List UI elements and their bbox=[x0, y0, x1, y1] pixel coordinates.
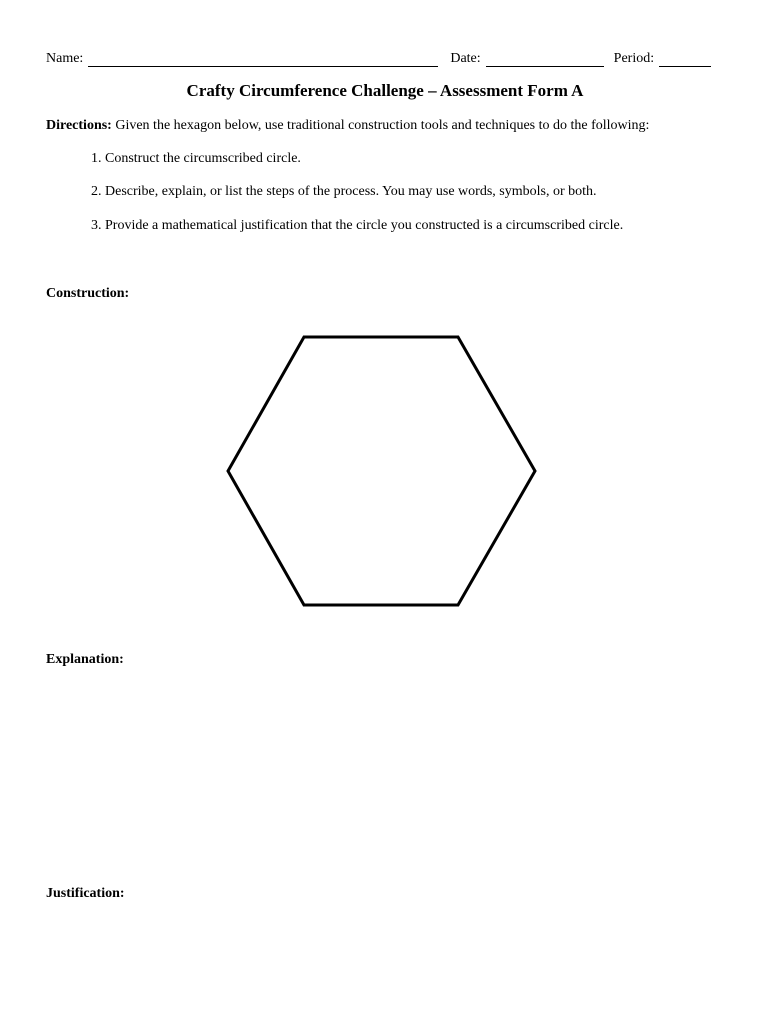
period-label: Period: bbox=[613, 51, 655, 66]
hexagon-shape bbox=[228, 337, 535, 605]
period-blank[interactable] bbox=[659, 52, 711, 67]
explanation-label: Explanation: bbox=[46, 652, 124, 667]
date-blank[interactable] bbox=[486, 52, 604, 67]
name-label: Name: bbox=[46, 51, 84, 66]
header-fields bbox=[46, 47, 718, 67]
date-label: Date: bbox=[450, 51, 481, 66]
step-item-2: 2. Describe, explain, or list the steps of the process. You may use words, symbols, or both. bbox=[91, 184, 597, 199]
directions bbox=[46, 118, 746, 134]
directions-label: Directions: bbox=[46, 118, 112, 133]
justification-label: Justification: bbox=[46, 886, 125, 901]
name-blank[interactable] bbox=[88, 52, 438, 67]
page-title: Crafty Circumference Challenge – Assessment Form A bbox=[186, 81, 584, 100]
directions-text: Given the hexagon below, use traditional construction tools and techniques to do the following: bbox=[111, 118, 650, 133]
construction-label: Construction: bbox=[46, 286, 130, 301]
step-item-3: 3. Provide a mathematical justification that the circle you constructed is a circumscribed circle. bbox=[91, 218, 624, 233]
step-item-1: 1. Construct the circumscribed circle. bbox=[91, 151, 301, 166]
